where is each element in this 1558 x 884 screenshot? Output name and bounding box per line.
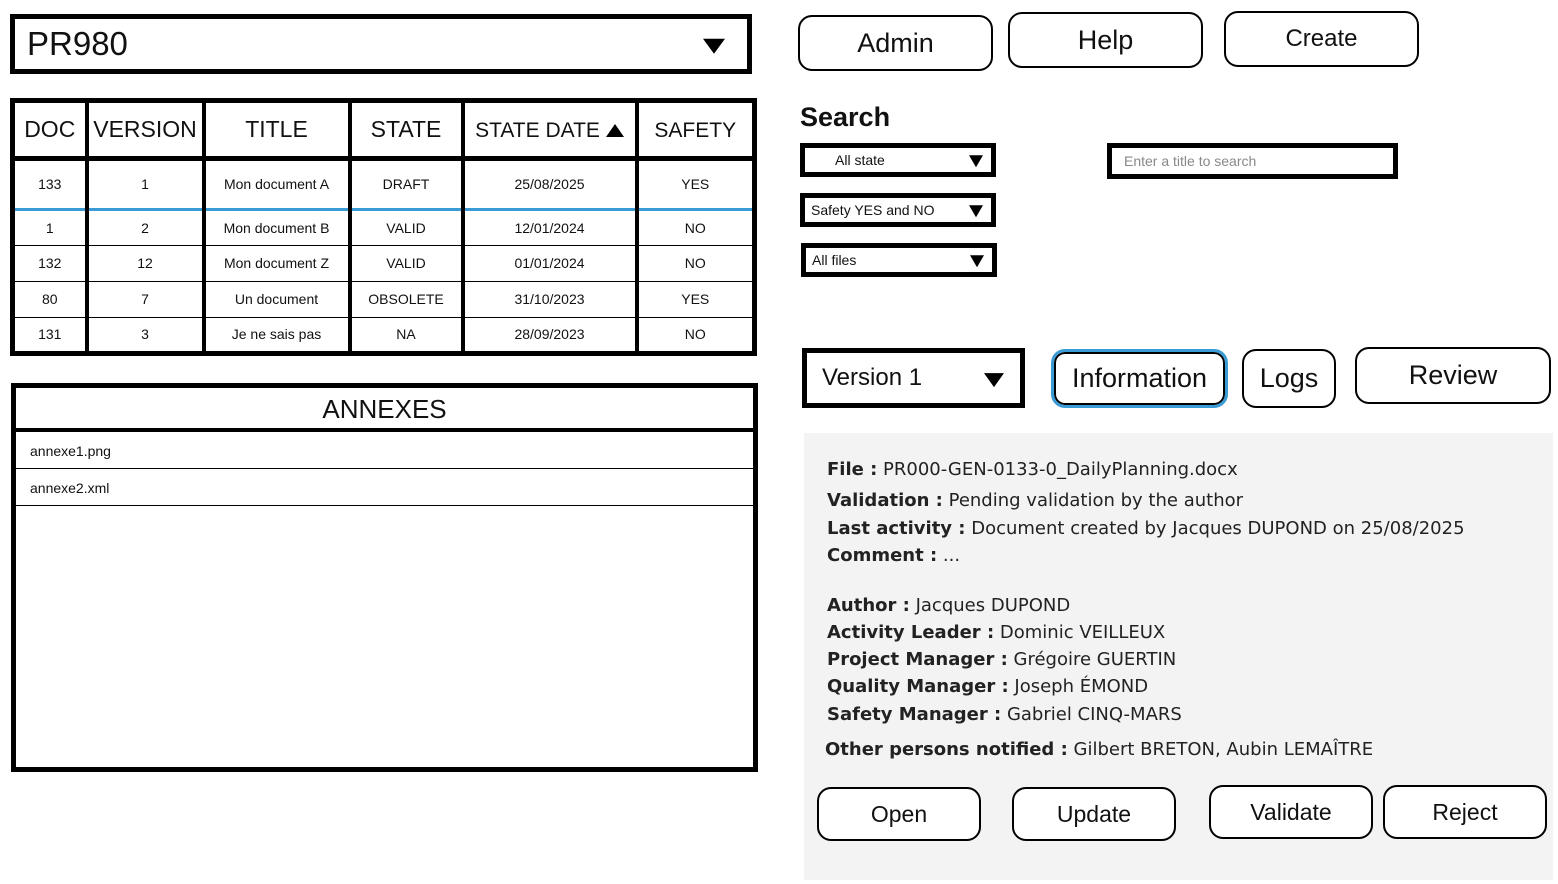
column-header-safety[interactable]: SAFETY	[637, 101, 755, 159]
safety-manager-info: Safety Manager : Gabriel CINQ-MARS	[827, 704, 1182, 725]
file-info: File : PR000-GEN-0133-0_DailyPlanning.docx	[827, 459, 1238, 480]
column-header-title[interactable]: TITLE	[204, 101, 350, 159]
cell-state: DRAFT	[350, 159, 463, 210]
version-select[interactable]	[802, 348, 1025, 408]
author-info: Author : Jacques DUPOND	[827, 595, 1071, 616]
cell-title: Je ne sais pas	[204, 317, 350, 353]
cell-state: OBSOLETE	[350, 281, 463, 317]
notified-persons-info: Other persons notified : Gilbert BRETON, Aubin LEMAÎTRE	[825, 739, 1374, 760]
annex-item[interactable]: annexe2.xml	[16, 469, 753, 506]
last-activity-info: Last activity : Document created by Jacques DUPOND on 25/08/2025	[827, 518, 1465, 539]
quality-manager-info: Quality Manager : Joseph ÉMOND	[827, 676, 1149, 697]
version-select-value: Version 1	[822, 364, 923, 391]
update-button[interactable]: Update	[1012, 787, 1176, 841]
cell-safety: NO	[637, 245, 755, 281]
tab-information[interactable]: Information	[1051, 349, 1228, 408]
files-filter-select[interactable]	[801, 243, 997, 277]
cell-state: VALID	[350, 209, 463, 245]
activity-leader-info: Activity Leader : Dominic VEILLEUX	[827, 622, 1166, 643]
cell-version: 2	[87, 209, 204, 245]
cell-state-date: 25/08/2025	[463, 159, 637, 210]
files-filter-value: All files	[812, 252, 857, 268]
help-button[interactable]: Help	[1008, 12, 1203, 68]
column-header-state[interactable]: STATE	[350, 101, 463, 159]
cell-version: 1	[87, 159, 204, 210]
cell-version: 12	[87, 245, 204, 281]
title-search-input[interactable]	[1107, 143, 1398, 179]
annexes-panel	[11, 383, 758, 772]
validation-info: Validation : Pending validation by the author	[827, 490, 1244, 511]
tab-logs[interactable]: Logs	[1242, 349, 1336, 408]
cell-version: 7	[87, 281, 204, 317]
file-link[interactable]: PR000-GEN-0133-0_DailyPlanning.docx	[877, 459, 1238, 480]
search-label: Search	[800, 102, 891, 132]
safety-filter-value: Safety YES and NO	[811, 202, 935, 218]
table-row[interactable]	[13, 317, 755, 353]
chevron-down-icon	[969, 155, 983, 167]
reject-button[interactable]: Reject	[1383, 785, 1547, 839]
chevron-down-icon	[970, 255, 984, 267]
table-row[interactable]	[13, 159, 755, 210]
cell-title: Mon document B	[204, 209, 350, 245]
title-search-placeholder: Enter a title to search	[1124, 153, 1257, 169]
column-header-version[interactable]: VERSION	[87, 101, 204, 159]
sort-ascending-icon	[606, 124, 624, 137]
cell-state: VALID	[350, 245, 463, 281]
cell-doc: 133	[13, 159, 87, 210]
project-select-value: PR980	[27, 25, 128, 62]
column-header-doc[interactable]: DOC	[13, 101, 87, 159]
tab-review[interactable]: Review	[1355, 347, 1551, 404]
project-manager-info: Project Manager : Grégoire GUERTIN	[827, 649, 1177, 670]
chevron-down-icon	[984, 373, 1004, 387]
documents-table	[10, 98, 757, 356]
cell-state-date: 28/09/2023	[463, 317, 637, 353]
admin-button[interactable]: Admin	[798, 15, 993, 71]
table-row[interactable]	[13, 281, 755, 317]
table-row[interactable]	[13, 245, 755, 281]
cell-title: Mon document Z	[204, 245, 350, 281]
state-filter-select[interactable]	[800, 143, 996, 177]
table-header-row	[13, 101, 755, 159]
cell-state-date: 31/10/2023	[463, 281, 637, 317]
cell-doc: 131	[13, 317, 87, 353]
cell-doc: 1	[13, 209, 87, 245]
cell-title: Mon document A	[204, 159, 350, 210]
cell-safety: YES	[637, 281, 755, 317]
open-button[interactable]: Open	[817, 787, 981, 841]
cell-state-date: 12/01/2024	[463, 209, 637, 245]
cell-doc: 80	[13, 281, 87, 317]
validate-button[interactable]: Validate	[1209, 785, 1373, 839]
cell-safety: NO	[637, 209, 755, 245]
annexes-title: ANNEXES	[16, 388, 753, 432]
cell-version: 3	[87, 317, 204, 353]
cell-title: Un document	[204, 281, 350, 317]
cell-doc: 132	[13, 245, 87, 281]
comment-info: Comment : ...	[827, 545, 961, 566]
project-select[interactable]	[10, 14, 752, 74]
cell-safety: NO	[637, 317, 755, 353]
create-button[interactable]: Create	[1224, 11, 1419, 67]
cell-state-date: 01/01/2024	[463, 245, 637, 281]
state-filter-value: All state	[835, 152, 885, 168]
safety-filter-select[interactable]	[800, 193, 996, 227]
column-header-state-date[interactable]: STATE DATE	[463, 101, 637, 159]
cell-safety: YES	[637, 159, 755, 210]
table-row[interactable]	[13, 209, 755, 245]
cell-state: NA	[350, 317, 463, 353]
chevron-down-icon	[703, 39, 725, 54]
chevron-down-icon	[969, 205, 983, 217]
annex-item[interactable]: annexe1.png	[16, 432, 753, 469]
